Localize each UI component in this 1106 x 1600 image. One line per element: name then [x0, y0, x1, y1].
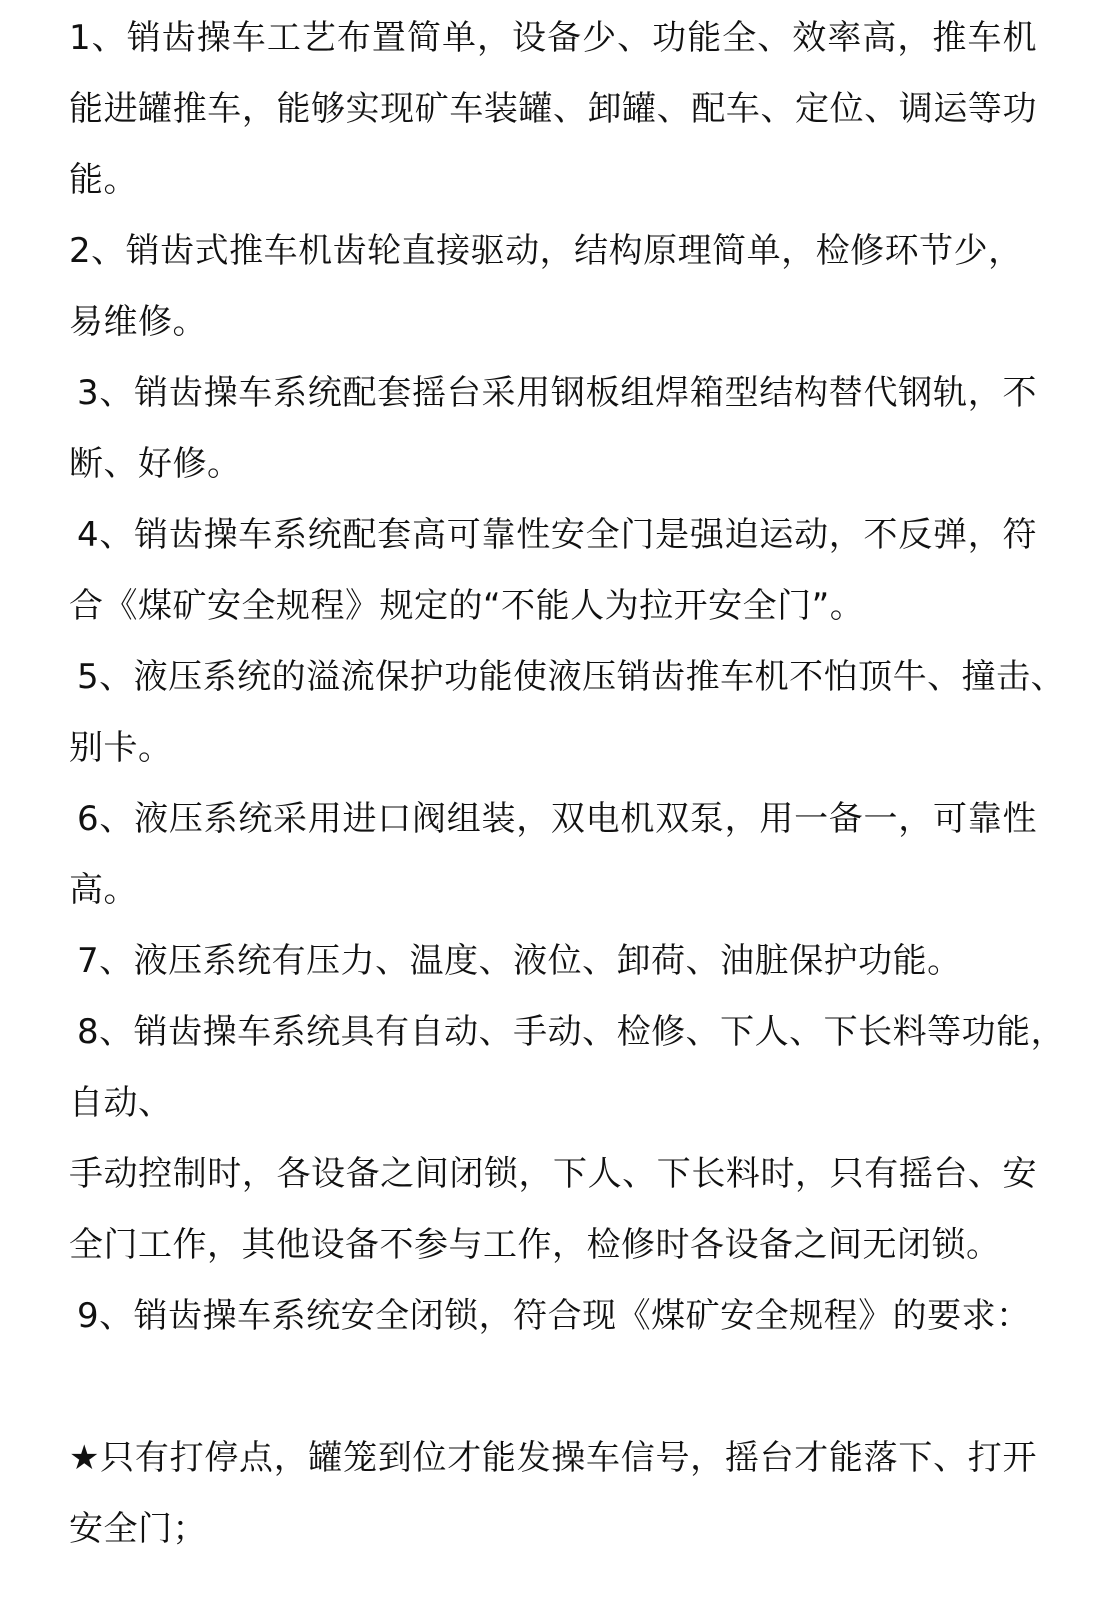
text-line-13: 高。 [69, 870, 138, 910]
text-line-6: 3、销齿操车系统配套摇台采用钢板组焊箱型结构替代钢轨，不 [77, 373, 1037, 413]
text-line-4: 2、销齿式推车机齿轮直接驱动，结构原理简单，检修环节少， [69, 231, 1023, 271]
text-line-16: 自动、 [69, 1083, 173, 1123]
text-line-21: 安全门； [69, 1509, 207, 1549]
text-line-17: 手动控制时，各设备之间闭锁，下人、下长料时，只有摇台、安 [69, 1154, 1037, 1194]
text-line-10: 5、液压系统的溢流保护功能使液压销齿推车机不怕顶牛、撞击、 [77, 657, 1066, 697]
text-line-1: 1、销齿操车工艺布置简单，设备少、功能全、效率高，推车机 [69, 18, 1037, 58]
text-line-8: 4、销齿操车系统配套高可靠性安全门是强迫运动，不反弹，符 [77, 515, 1037, 555]
text-line-14: 7、液压系统有压力、温度、液位、卸荷、油脏保护功能。 [77, 941, 962, 981]
text-line-7: 断、好修。 [69, 444, 242, 484]
text-line-20: ★只有打停点，罐笼到位才能发操车信号，摇台才能落下、打开 [69, 1438, 1037, 1478]
text-line-12: 6、液压系统采用进口阀组装，双电机双泵，用一备一，可靠性 [77, 799, 1037, 839]
text-line-9: 合《煤矿安全规程》规定的“不能人为拉开安全门”。 [69, 586, 865, 626]
text-line-11: 别卡。 [69, 728, 173, 768]
text-line-19: 9、销齿操车系统安全闭锁，符合现《煤矿安全规程》的要求： [77, 1296, 1031, 1336]
text-line-18: 全门工作，其他设备不参与工作，检修时各设备之间无闭锁。 [69, 1225, 1001, 1265]
text-line-3: 能。 [69, 160, 138, 200]
text-line-2: 能进罐推车，能够实现矿车装罐、卸罐、配车、定位、调运等功 [69, 89, 1037, 129]
text-line-5: 易维修。 [69, 302, 207, 342]
text-line-15: 8、销齿操车系统具有自动、手动、检修、下人、下长料等功能， [77, 1012, 1066, 1052]
